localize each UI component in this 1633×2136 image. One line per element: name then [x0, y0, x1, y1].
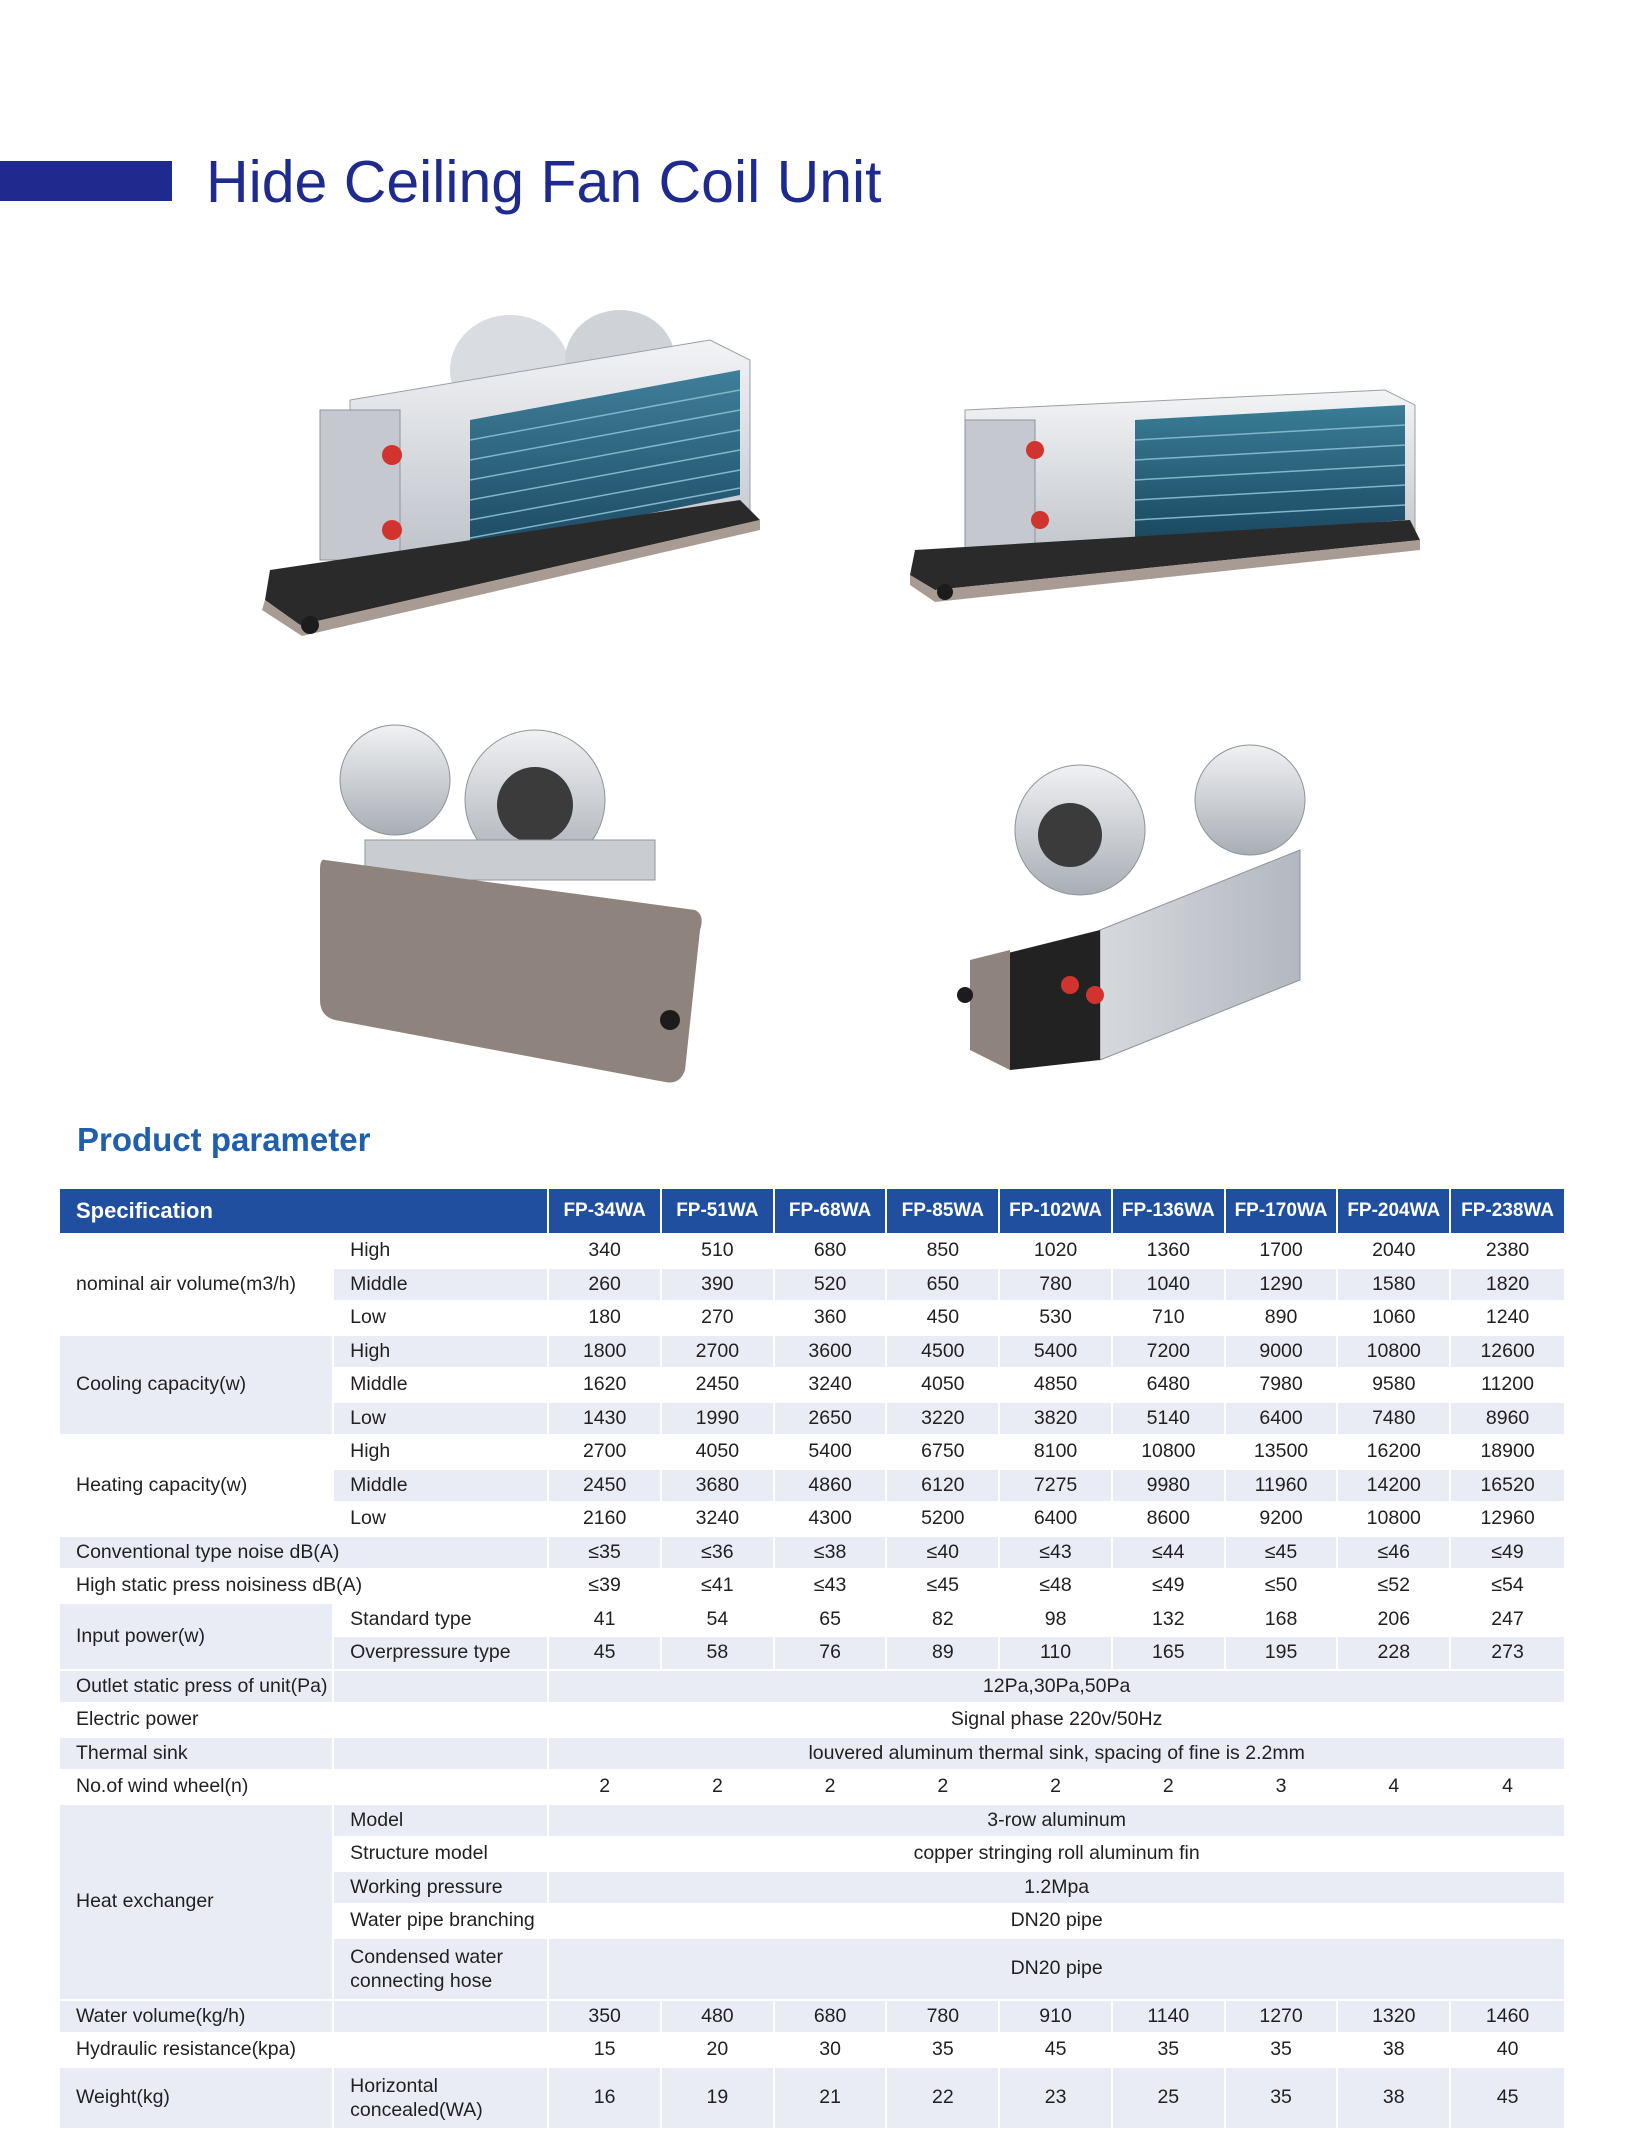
fan-coil-unit-front-photo — [240, 280, 800, 650]
value-cell: ≤43 — [1000, 1537, 1113, 1569]
sub-label: High — [334, 1235, 549, 1267]
value-cell: 360 — [775, 1302, 888, 1334]
value-cell: 12600 — [1451, 1336, 1564, 1368]
value-cell: 25 — [1113, 2068, 1226, 2128]
value-cell: 680 — [775, 1235, 888, 1267]
value-cell: ≤50 — [1226, 1570, 1339, 1602]
value-cell: 1140 — [1113, 2001, 1226, 2033]
value-cell: 3680 — [662, 1470, 775, 1502]
value-cell: 5140 — [1113, 1403, 1226, 1435]
sub-label: Working pressure — [334, 1872, 549, 1904]
group-label: Heat exchanger — [60, 1805, 334, 1999]
sub-label: Structure model — [334, 1838, 549, 1870]
value-cell: 1800 — [549, 1336, 662, 1368]
table-row — [60, 1570, 1564, 1602]
value-cell: 2450 — [549, 1470, 662, 1502]
sub-label: Low — [334, 1503, 549, 1535]
table-row — [60, 2001, 1564, 2033]
value-cell: ≤45 — [1226, 1537, 1339, 1569]
value-cell: 8960 — [1451, 1403, 1564, 1435]
value-cell: 6400 — [1000, 1503, 1113, 1535]
value-cell: 3240 — [662, 1503, 775, 1535]
value-cell: 680 — [775, 2001, 888, 2033]
value-cell: 12Pa,30Pa,50Pa — [549, 1671, 1564, 1703]
value-cell: 1040 — [1113, 1269, 1226, 1301]
value-cell: copper stringing roll aluminum fin — [913, 1842, 1200, 1865]
value-cell: 9580 — [1338, 1369, 1451, 1401]
value-cell: 41 — [549, 1604, 662, 1636]
value-cell: 890 — [1226, 1302, 1339, 1334]
value-cell: 4500 — [887, 1336, 1000, 1368]
group-label: nominal air volume(m3/h) — [60, 1235, 334, 1334]
value-cell: 7980 — [1226, 1369, 1339, 1401]
fan-coil-unit-blower-rear-photo — [305, 720, 725, 1110]
value-cell: ≤38 — [775, 1537, 888, 1569]
value-cell: ≤49 — [1113, 1570, 1226, 1602]
value-cell: 98 — [1000, 1604, 1113, 1636]
value-cell: 10800 — [1338, 1336, 1451, 1368]
model-header: FP-136WA — [1113, 1189, 1226, 1233]
table-row — [60, 1436, 1564, 1468]
value-cell: 780 — [887, 2001, 1000, 2033]
value-cell: 15 — [549, 2034, 662, 2066]
value-cell: 132 — [1113, 1604, 1226, 1636]
value-cell: 710 — [1113, 1302, 1226, 1334]
value-cell: 520 — [775, 1269, 888, 1301]
value-cell: 390 — [662, 1269, 775, 1301]
value-cell: 2700 — [662, 1336, 775, 1368]
value-cell: ≤52 — [1338, 1570, 1451, 1602]
value-cell: 45 — [549, 1637, 662, 1669]
sub-label: Overpressure type — [334, 1637, 549, 1669]
value-cell: ≤43 — [775, 1570, 888, 1602]
value-cell: 65 — [775, 1604, 888, 1636]
specification-header: Specification — [60, 1189, 549, 1233]
row-label: Hydraulic resistance(kpa) — [60, 2034, 334, 2066]
value-cell: 270 — [662, 1302, 775, 1334]
value-cell: 58 — [662, 1637, 775, 1669]
value-cell: 6120 — [887, 1470, 1000, 1502]
value-cell: 1430 — [549, 1403, 662, 1435]
sub-label: Low — [334, 1403, 549, 1435]
row-label: Thermal sink — [60, 1738, 334, 1770]
value-cell: 2450 — [662, 1369, 775, 1401]
model-header: FP-68WA — [775, 1189, 888, 1233]
empty-cell — [334, 1671, 549, 1703]
value-cell: ≤45 — [887, 1570, 1000, 1602]
model-header: FP-102WA — [1000, 1189, 1113, 1233]
value-cell: 2160 — [549, 1503, 662, 1535]
value-cell: 165 — [1113, 1637, 1226, 1669]
value-cell: 1820 — [1451, 1269, 1564, 1301]
value-cell: 76 — [775, 1637, 888, 1669]
value-cell: 7480 — [1338, 1403, 1451, 1435]
table-row — [60, 2034, 1564, 2066]
model-header: FP-85WA — [887, 1189, 1000, 1233]
value-cell: 8100 — [1000, 1436, 1113, 1468]
value-cell: 6400 — [1226, 1403, 1339, 1435]
sub-label: Water pipe branching — [334, 1905, 549, 1937]
value-cell: 2650 — [775, 1403, 888, 1435]
value-cell: 5200 — [887, 1503, 1000, 1535]
table-row — [60, 1604, 1564, 1636]
table-row — [60, 1704, 1564, 1736]
table-row — [60, 1537, 1564, 1569]
value-cell: 3600 — [775, 1336, 888, 1368]
value-cell: ≤46 — [1338, 1537, 1451, 1569]
value-cell: 2380 — [1485, 1239, 1530, 1262]
value-cell: 35 — [1226, 2034, 1339, 2066]
value-cell: 45 — [1000, 2034, 1113, 2066]
value-cell: ≤40 — [887, 1537, 1000, 1569]
value-cell: 530 — [1000, 1302, 1113, 1334]
model-header: FP-51WA — [662, 1189, 775, 1233]
value-cell: 168 — [1226, 1604, 1339, 1636]
value-cell: 260 — [549, 1269, 662, 1301]
value-cell: 10800 — [1113, 1436, 1226, 1468]
value-cell: 1460 — [1451, 2001, 1564, 2033]
value-cell: 20 — [662, 2034, 775, 2066]
value-cell: 2 — [662, 1771, 775, 1803]
table-row — [60, 1738, 1564, 1770]
value-cell: 1270 — [1226, 2001, 1339, 2033]
value-cell: 9980 — [1113, 1470, 1226, 1502]
value-cell: ≤48 — [1000, 1570, 1113, 1602]
value-cell: 54 — [662, 1604, 775, 1636]
value-cell: 1.2Mpa — [549, 1872, 1564, 1904]
table-header-row — [60, 1189, 1564, 1233]
value-cell: Signal phase 220v/50Hz — [950, 1708, 1163, 1731]
value-cell: louvered aluminum thermal sink, spacing of fine is 2.2mm — [549, 1738, 1564, 1770]
model-header: FP-204WA — [1338, 1189, 1451, 1233]
value-cell: 3220 — [887, 1403, 1000, 1435]
sub-label: Low — [334, 1302, 549, 1334]
value-cell: 247 — [1491, 1607, 1524, 1630]
sub-label: Middle — [334, 1369, 549, 1401]
value-cell: 21 — [775, 2068, 888, 2128]
sub-label: Middle — [334, 1470, 549, 1502]
value-cell: 16200 — [1338, 1436, 1451, 1468]
empty-cell — [334, 2001, 549, 2033]
value-cell: 19 — [662, 2068, 775, 2128]
table-row — [60, 1336, 1564, 1368]
spec-table — [60, 1187, 1564, 2130]
value-cell: ≤49 — [1451, 1537, 1564, 1569]
value-cell: 35 — [1113, 2034, 1226, 2066]
table-row — [60, 2068, 1564, 2128]
fan-coil-unit-blower-side-photo — [950, 740, 1370, 1100]
value-cell: 7275 — [1000, 1470, 1113, 1502]
value-cell: 1290 — [1226, 1269, 1339, 1301]
table-row — [60, 1671, 1564, 1703]
group-label: Cooling capacity(w) — [60, 1336, 334, 1435]
value-cell: 4 — [1502, 1775, 1513, 1798]
value-cell: 1990 — [662, 1403, 775, 1435]
value-cell: 510 — [662, 1235, 775, 1267]
value-cell: 16 — [549, 2068, 662, 2128]
empty-cell — [334, 2034, 549, 2066]
table-row — [60, 1235, 1564, 1267]
value-cell: DN20 pipe — [549, 1939, 1564, 1999]
value-cell: ≤35 — [549, 1537, 662, 1569]
group-label: Input power(w) — [60, 1604, 334, 1669]
value-cell: 38 — [1338, 2068, 1451, 2128]
value-cell: 910 — [1000, 2001, 1113, 2033]
value-cell: 1620 — [549, 1369, 662, 1401]
value-cell: 12960 — [1480, 1507, 1535, 1530]
value-cell: 1240 — [1485, 1306, 1530, 1329]
value-cell: 18900 — [1480, 1440, 1535, 1463]
row-label: Water volume(kg/h) — [60, 2001, 334, 2033]
value-cell: 9200 — [1226, 1503, 1339, 1535]
value-cell: 35 — [887, 2034, 1000, 2066]
value-cell: 3 — [1226, 1771, 1339, 1803]
value-cell: 38 — [1338, 2034, 1451, 2066]
group-label: Heating capacity(w) — [60, 1436, 334, 1535]
value-cell: 850 — [887, 1235, 1000, 1267]
value-cell: 13500 — [1226, 1436, 1339, 1468]
value-cell: 30 — [775, 2034, 888, 2066]
value-cell: 6750 — [887, 1436, 1000, 1468]
value-cell: 1700 — [1226, 1235, 1339, 1267]
sub-label: High — [334, 1336, 549, 1368]
empty-cell — [334, 1771, 549, 1803]
value-cell: 14200 — [1338, 1470, 1451, 1502]
empty-cell — [334, 1704, 549, 1736]
value-cell: 3240 — [775, 1369, 888, 1401]
value-cell: 3820 — [1000, 1403, 1113, 1435]
value-cell: 2700 — [549, 1436, 662, 1468]
page-title: Hide Ceiling Fan Coil Unit — [206, 149, 882, 215]
value-cell: ≤41 — [662, 1570, 775, 1602]
value-cell: 6480 — [1113, 1369, 1226, 1401]
value-cell: 16520 — [1451, 1470, 1564, 1502]
value-cell: 9000 — [1226, 1336, 1339, 1368]
value-cell: 2040 — [1338, 1235, 1451, 1267]
table-row — [60, 1805, 1564, 1837]
value-cell: ≤44 — [1113, 1537, 1226, 1569]
value-cell: 1020 — [1000, 1235, 1113, 1267]
sub-label: Standard type — [334, 1604, 549, 1636]
value-cell: 82 — [887, 1604, 1000, 1636]
sub-label: Middle — [334, 1269, 549, 1301]
value-cell: 195 — [1226, 1637, 1339, 1669]
value-cell: 7200 — [1113, 1336, 1226, 1368]
value-cell: 10800 — [1338, 1503, 1451, 1535]
value-cell: 4050 — [887, 1369, 1000, 1401]
table-row — [60, 1771, 1564, 1803]
value-cell: 35 — [1226, 2068, 1339, 2128]
value-cell: 228 — [1338, 1637, 1451, 1669]
row-label: Electric power — [60, 1704, 334, 1736]
model-header: FP-170WA — [1226, 1189, 1339, 1233]
value-cell: 4050 — [662, 1436, 775, 1468]
value-cell: 22 — [887, 2068, 1000, 2128]
value-cell: 340 — [549, 1235, 662, 1267]
value-cell: 5400 — [1000, 1336, 1113, 1368]
model-header: FP-238WA — [1451, 1189, 1564, 1233]
model-header: FP-34WA — [549, 1189, 662, 1233]
value-cell: 1580 — [1338, 1269, 1451, 1301]
value-cell: 180 — [549, 1302, 662, 1334]
value-cell: 23 — [1000, 2068, 1113, 2128]
title-accent-bar — [0, 161, 172, 201]
value-cell: 1060 — [1338, 1302, 1451, 1334]
row-label: Outlet static press of unit(Pa) — [60, 1671, 334, 1703]
value-cell: 4850 — [1000, 1369, 1113, 1401]
value-cell: 2 — [775, 1771, 888, 1803]
row-label: Weight(kg) — [60, 2068, 334, 2128]
value-cell: 273 — [1451, 1637, 1564, 1669]
value-cell: ≤54 — [1491, 1574, 1524, 1597]
value-cell: 110 — [1000, 1637, 1113, 1669]
section-title: Product parameter — [77, 1121, 371, 1158]
row-label: High static press noisiness dB(A) — [60, 1570, 549, 1602]
value-cell: 45 — [1451, 2068, 1564, 2128]
value-cell: 650 — [887, 1269, 1000, 1301]
value-cell: 1320 — [1338, 2001, 1451, 2033]
value-cell: 4300 — [775, 1503, 888, 1535]
value-cell: 5400 — [775, 1436, 888, 1468]
value-cell: 450 — [887, 1302, 1000, 1334]
row-label: Conventional type noise dB(A) — [60, 1537, 549, 1569]
sub-label: Model — [334, 1805, 549, 1837]
value-cell: 4860 — [775, 1470, 888, 1502]
value-cell: 2 — [1000, 1771, 1113, 1803]
value-cell: 8600 — [1113, 1503, 1226, 1535]
value-cell: 11200 — [1481, 1373, 1534, 1396]
value-cell: 1360 — [1113, 1235, 1226, 1267]
sub-label: Horizontal concealed(WA) — [334, 2068, 549, 2128]
value-cell: 2 — [887, 1771, 1000, 1803]
empty-cell — [334, 1738, 549, 1770]
row-label: No.of wind wheel(n) — [60, 1771, 334, 1803]
sub-label: High — [334, 1436, 549, 1468]
value-cell: 350 — [549, 2001, 662, 2033]
value-cell: 4 — [1338, 1771, 1451, 1803]
fan-coil-unit-angled-photo — [905, 380, 1425, 620]
value-cell: 480 — [662, 2001, 775, 2033]
value-cell: 40 — [1496, 2038, 1519, 2061]
value-cell: 3-row aluminum — [549, 1805, 1564, 1837]
value-cell: 2 — [549, 1771, 662, 1803]
value-cell: 206 — [1338, 1604, 1451, 1636]
value-cell: 11960 — [1226, 1470, 1339, 1502]
value-cell: 780 — [1000, 1269, 1113, 1301]
value-cell: 89 — [887, 1637, 1000, 1669]
sub-label: Condensed water connecting hose — [334, 1939, 549, 1999]
value-cell: ≤36 — [662, 1537, 775, 1569]
value-cell: DN20 pipe — [1010, 1909, 1103, 1932]
value-cell: ≤39 — [549, 1570, 662, 1602]
value-cell: 2 — [1113, 1771, 1226, 1803]
